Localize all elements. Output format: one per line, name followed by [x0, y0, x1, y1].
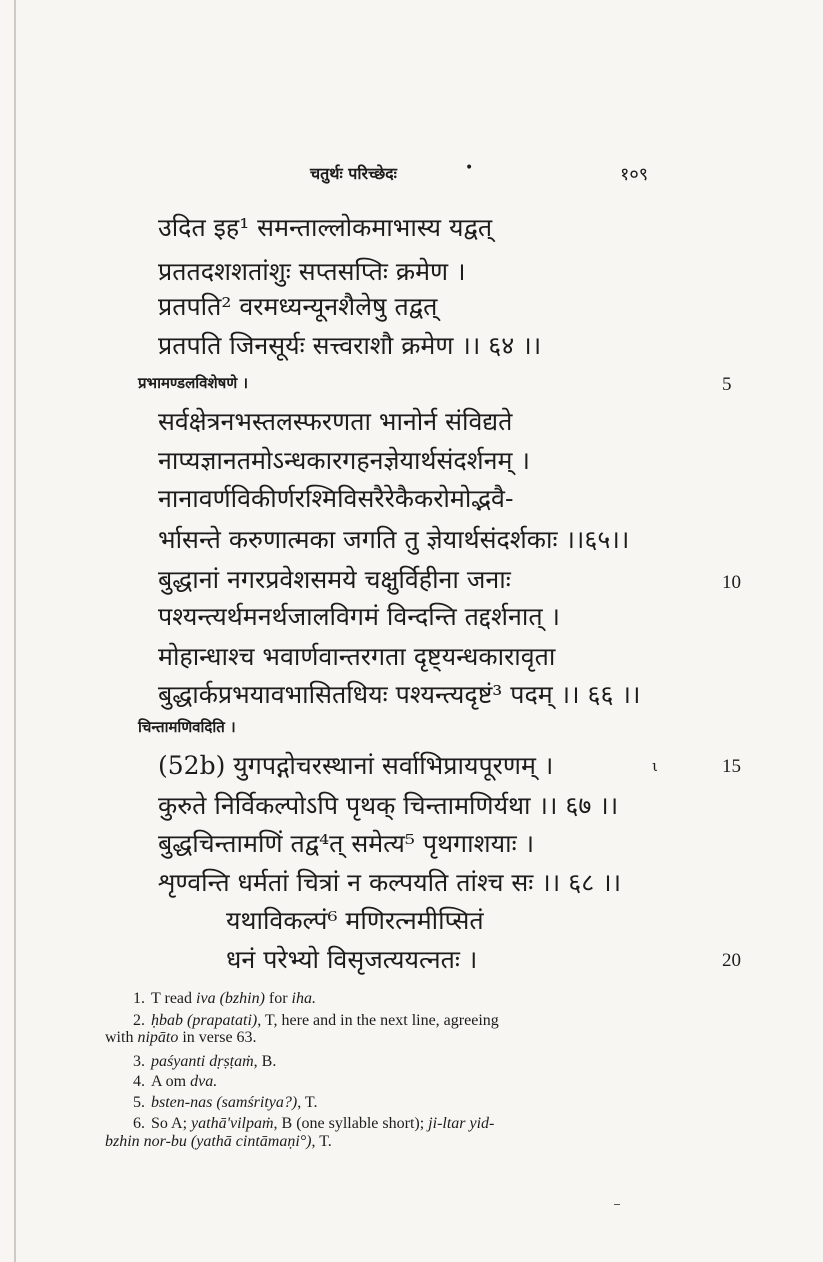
page-edge — [14, 0, 16, 1262]
margin-mark: ι — [652, 757, 658, 775]
verse-line: पश्यन्त्यर्थमनर्थजालविगमं विन्दन्ति तद्दर्शनात् । — [158, 602, 561, 631]
verse-line: सर्वक्षेत्रनभस्तलस्फरणता भानोर्न संविद्यते — [158, 407, 513, 436]
verse-line: मोहान्धाश्च भवार्णवान्तरगता दृष्ट्यन्धकारावृता — [158, 642, 556, 671]
verse-line: उदित इह¹ समन्ताल्लोकमाभास्य यद्वत् — [158, 213, 493, 242]
footnote: 2. ḥbab (prapatati), T, here and in the next line, agreeing — [133, 1012, 499, 1029]
verse-line: प्रततदशशतांशुः सप्तसप्तिः क्रमेण । — [158, 257, 466, 286]
verse-line: धनं परेभ्यो विसृजत्ययत्नतः । — [226, 945, 478, 974]
verse-line: बुद्धानां नगरप्रवेशसमये चक्षुर्विहीना जनाः — [158, 565, 511, 594]
footnote: 6. So A; yathā'vilpaṁ, B (one syllable short); ji-ltar yid- — [133, 1115, 495, 1132]
verse-line: शृण्वन्ति धर्मतां चित्रां न कल्पयति तांश्च सः ।। ६८ ।। — [158, 868, 622, 897]
verse-line: र्भासन्ते करुणात्मका जगति तु ज्ञेयार्थसंदर्शकाः ।।६५।। — [158, 525, 630, 554]
verse-line: बुद्धचिन्तामणिं तद्व⁴त् समेत्य⁵ पृथगाशयाः । — [158, 829, 535, 858]
footnote: 4. A om dva. — [133, 1073, 218, 1090]
page-number: १०९ — [620, 164, 649, 185]
verse-line: प्रतपति² वरमध्यन्यूनशैलेषु तद्वत् — [158, 292, 438, 321]
page-header — [310, 162, 670, 188]
section-heading: चिन्तामणिवदिति । — [138, 718, 236, 736]
header-dot: • — [465, 160, 474, 176]
line-number: 15 — [722, 756, 741, 777]
footnote: 5. bsten-nas (samśritya?), T. — [133, 1094, 318, 1111]
verse-line: प्रतपति जिनसूर्यः सत्त्वराशौ क्रमेण ।। ६४ ।। — [158, 331, 542, 360]
verse-line: बुद्धार्कप्रभयावभासितधियः पश्यन्त्यदृष्टं³ पदम् ।। ६६ ।। — [158, 680, 641, 709]
line-number: 10 — [722, 572, 741, 593]
footnote-continuation: with nipāto in verse 63. — [105, 1029, 257, 1046]
verse-line: यथाविकल्पं⁶ मणिरत्नमीप्सितं — [226, 906, 484, 935]
footnote-continuation: bzhin nor-bu (yathā cintāmaṇi°), T. — [105, 1133, 332, 1150]
footnote: 1. T read iva (bzhin) for iha. — [133, 990, 316, 1007]
stray-mark — [614, 1204, 620, 1205]
footnote: 3. paśyanti dṛṣṭaṁ, B. — [133, 1053, 277, 1070]
chapter-title: चतुर्थः परिच्छेदः — [310, 164, 397, 183]
section-heading: प्रभामण्डलविशेषणे । — [138, 374, 249, 392]
verse-line: नानावर्णविकीर्णरश्मिविसरैरेकैकरोमोद्भवै- — [158, 484, 514, 513]
verse-line: कुरुते निर्विकल्पोऽपि पृथक् चिन्तामणिर्यथा ।। ६७ ।। — [158, 791, 619, 820]
line-number: 20 — [722, 950, 741, 971]
verse-line: (52b) युगपद्गोचरस्थानां सर्वाभिप्रायपूरणम् । — [158, 751, 554, 780]
verse-line: नाप्यज्ञानतमोऽन्धकारगहनज्ञेयार्थसंदर्शनम् । — [158, 446, 530, 475]
line-number: 5 — [722, 374, 732, 395]
